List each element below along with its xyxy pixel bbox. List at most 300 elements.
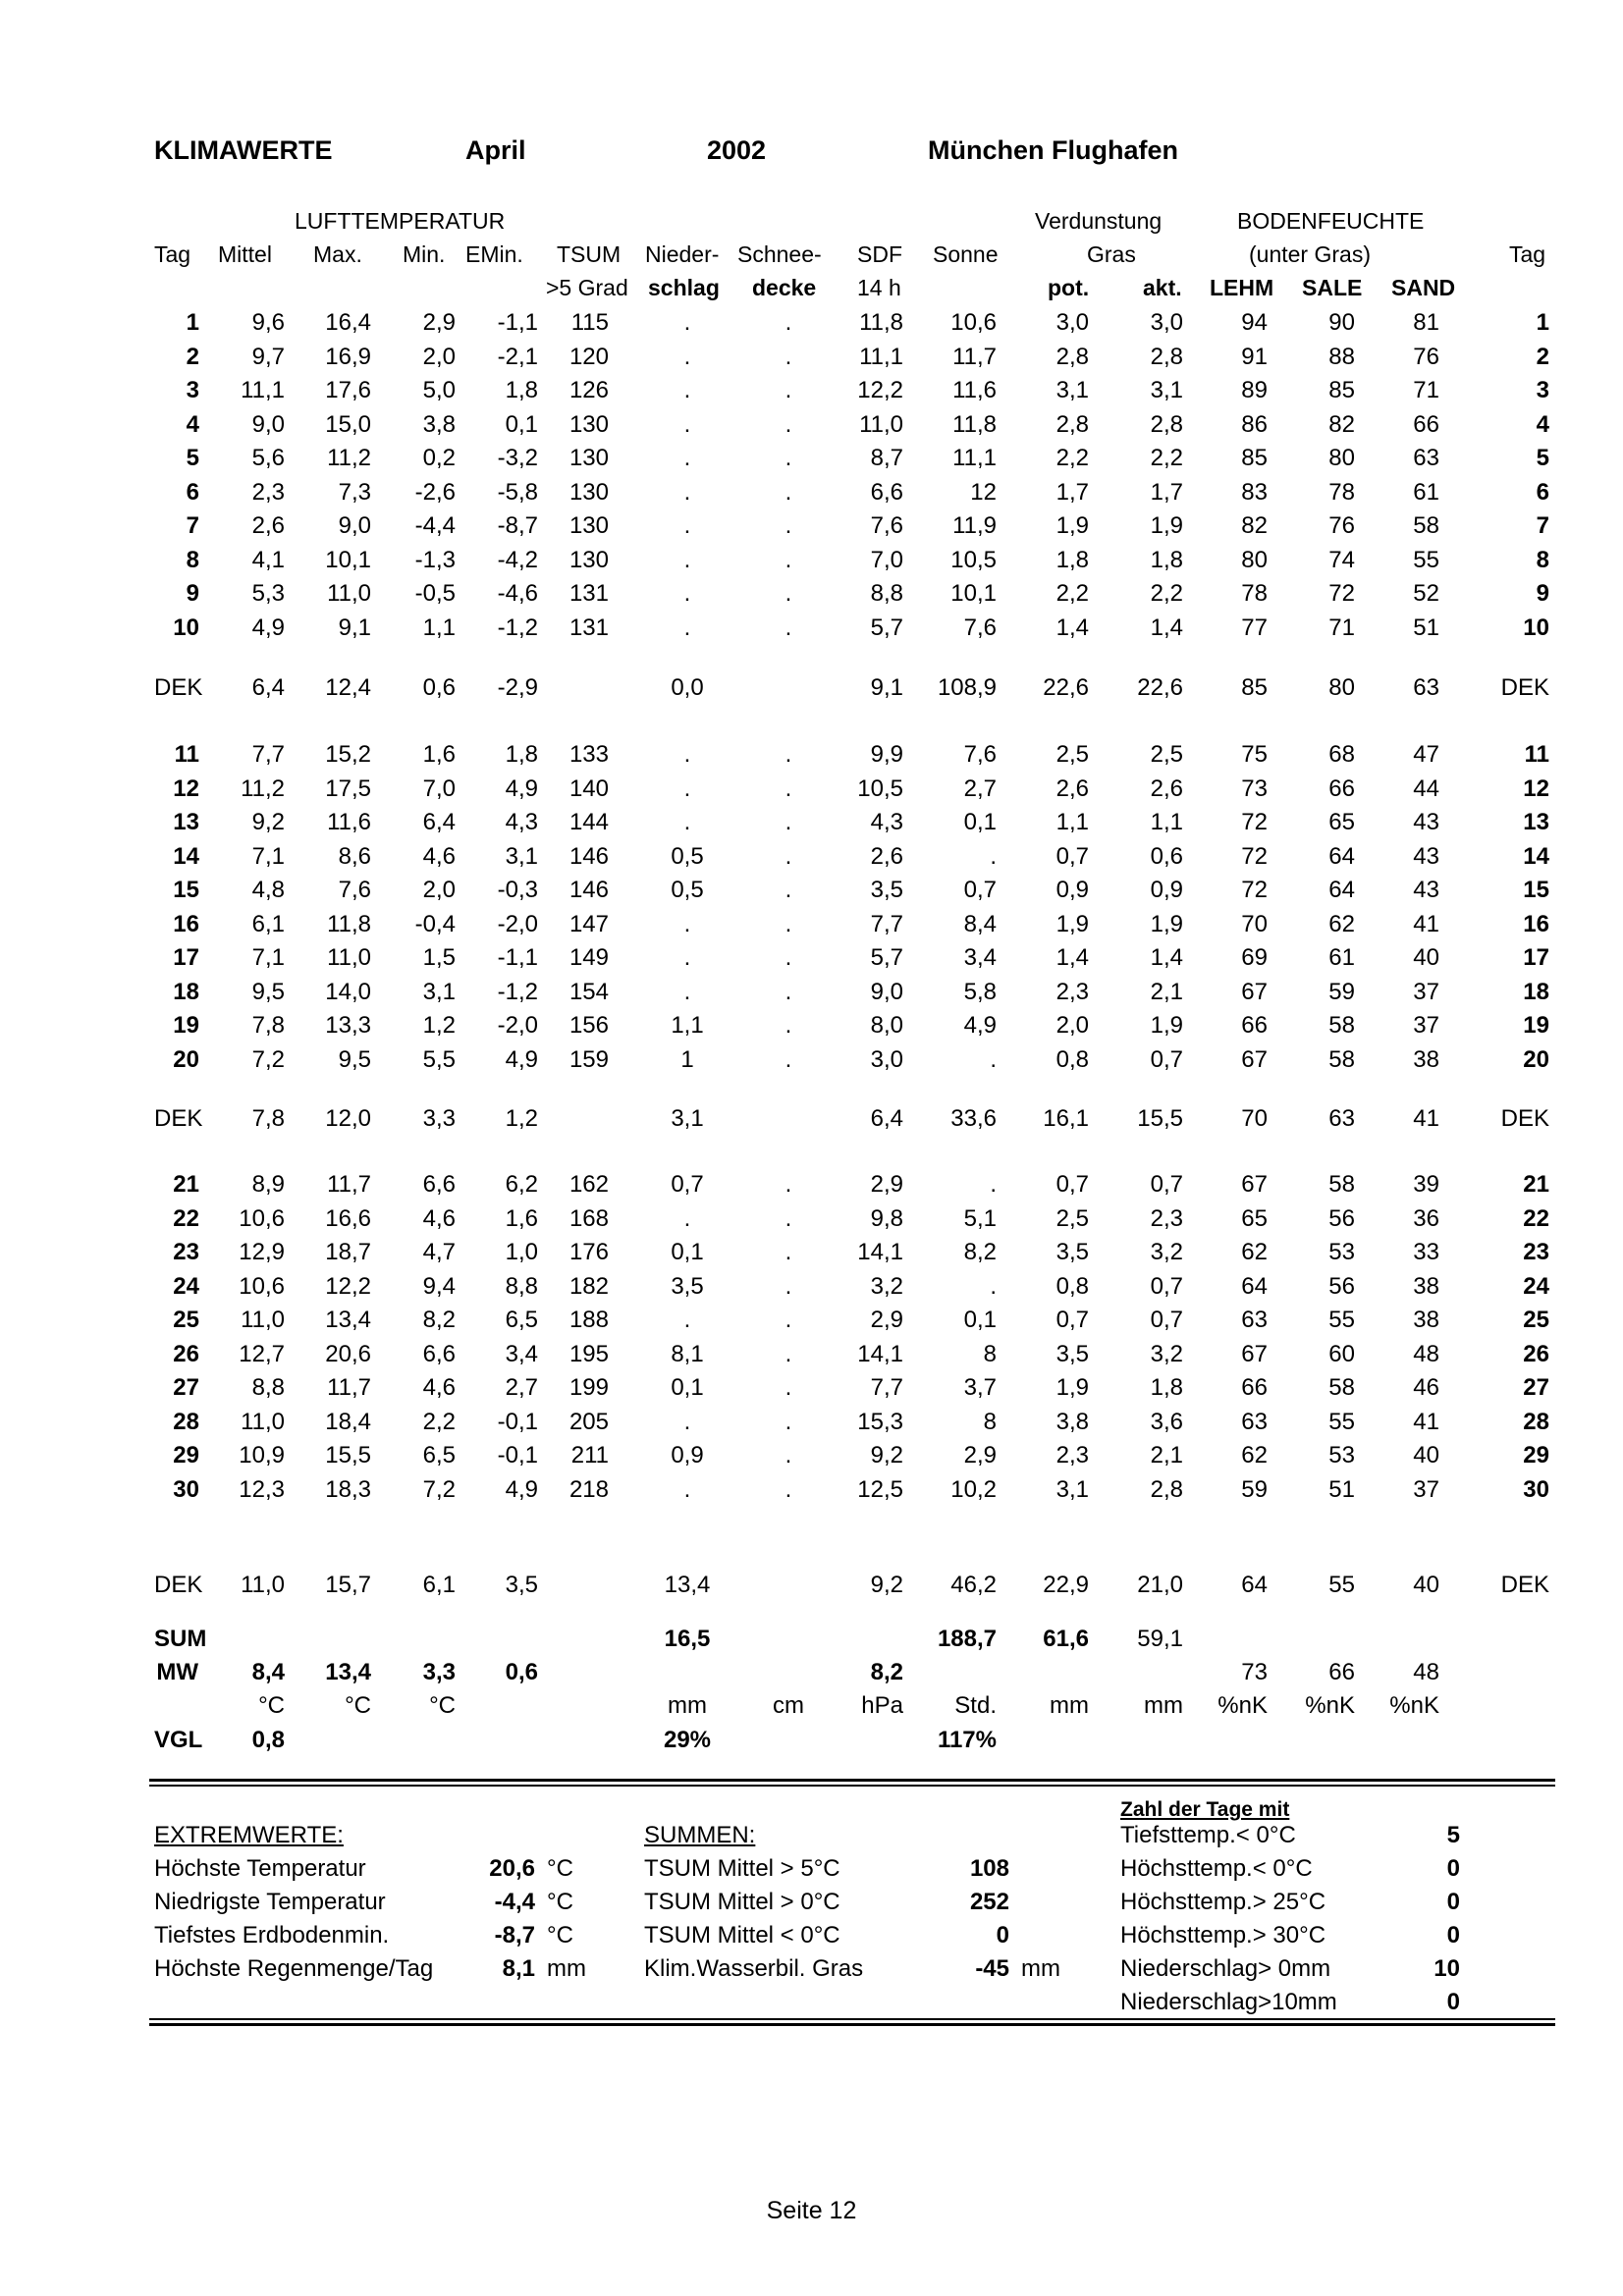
cell-col-6: 0,1	[671, 1374, 704, 1401]
cell-col-14: 33	[1413, 1239, 1439, 1265]
cell-col-12: 85	[1241, 445, 1268, 471]
cell-col-14: %nK	[1389, 1692, 1439, 1719]
table-row	[0, 773, 1623, 806]
cell-col-15: 11	[1524, 741, 1549, 768]
cell-col-9: 117%	[937, 1727, 997, 1753]
cell-col-15: 20	[1523, 1045, 1549, 1073]
cell-col-8: 2,9	[870, 1171, 903, 1198]
cell-col-11: 3,1	[1150, 377, 1183, 403]
cell-col-10: 2,3	[1055, 978, 1089, 1005]
cell-col-0: 24	[173, 1272, 199, 1300]
cell-col-5: 115	[570, 309, 609, 336]
cell-col-14: 71	[1413, 377, 1439, 403]
cell-col-11: 2,8	[1150, 410, 1183, 438]
cell-col-10: 0,8	[1055, 1045, 1089, 1073]
cell-col-13: 53	[1328, 1442, 1355, 1468]
cell-col-7: .	[784, 1442, 792, 1468]
cell-col-5: 211	[570, 1442, 609, 1468]
extreme-label: Niedrigste Temperatur	[154, 1889, 386, 1915]
header3-col-13: SALE	[1302, 275, 1363, 300]
cell-col-6: .	[683, 944, 691, 971]
cell-col-4: -2,0	[497, 910, 538, 937]
summen-label: TSUM Mittel < 0°C	[644, 1922, 840, 1949]
cell-col-14: 46	[1413, 1374, 1439, 1401]
cell-col-10: 0,7	[1055, 1171, 1089, 1198]
summen-label: TSUM Mittel > 0°C	[644, 1889, 840, 1915]
cell-col-6: .	[683, 512, 691, 539]
cell-col-3: 5,0	[422, 377, 456, 403]
cell-col-6: 0,9	[671, 1442, 704, 1468]
cell-col-3: 6,4	[422, 809, 456, 835]
summen-unit: mm	[1021, 1955, 1060, 1982]
cell-col-8: 9,9	[870, 741, 903, 768]
cell-col-10: 1,9	[1055, 1374, 1089, 1401]
cell-col-10: 16,1	[1043, 1105, 1089, 1132]
cell-col-5: 131	[568, 614, 609, 641]
cell-col-2: 9,1	[338, 614, 371, 641]
cell-col-11: 0,7	[1150, 1045, 1183, 1073]
cell-col-6: .	[683, 1307, 691, 1333]
cell-col-9: 12	[970, 478, 997, 506]
cell-col-10: 0,7	[1055, 842, 1089, 870]
cell-col-0: 9	[186, 580, 199, 607]
cell-col-4: -1,1	[497, 309, 538, 336]
cell-col-0: 28	[173, 1408, 199, 1435]
cell-col-3: 6,1	[422, 1572, 456, 1598]
table-row	[0, 442, 1623, 475]
cell-col-11: 1,8	[1150, 1374, 1183, 1401]
cell-col-0: 22	[173, 1204, 199, 1232]
cell-col-0: 8	[186, 546, 199, 573]
cell-col-13: 64	[1328, 842, 1355, 870]
cell-col-8: 9,2	[870, 1572, 903, 1598]
cell-col-12: %nK	[1217, 1692, 1268, 1719]
cell-col-8: 3,2	[870, 1272, 903, 1300]
cell-col-9: .	[990, 842, 997, 870]
cell-col-5: 146	[568, 842, 609, 870]
cell-col-11: 59,1	[1137, 1626, 1183, 1652]
cell-col-1: °C	[258, 1692, 285, 1719]
cell-col-4: 8,8	[505, 1272, 538, 1300]
header2-col-2: Max.	[313, 241, 362, 267]
cell-col-7: .	[784, 1045, 792, 1073]
cell-col-8: 7,0	[870, 546, 903, 573]
cell-col-4: -0,3	[497, 877, 538, 903]
cell-col-3: 7,2	[422, 1475, 456, 1503]
cell-col-1: 8,9	[251, 1171, 285, 1198]
cell-col-6: .	[683, 910, 691, 937]
cell-col-14: 58	[1413, 512, 1439, 539]
cell-col-14: 41	[1413, 1105, 1439, 1132]
cell-col-7: .	[784, 1272, 792, 1300]
divider-top	[149, 1779, 1555, 1782]
cell-col-2: 17,5	[325, 774, 371, 802]
cell-col-5: 144	[568, 809, 609, 835]
cell-col-11: 2,8	[1150, 343, 1183, 370]
cell-col-15: DEK	[1500, 1105, 1549, 1132]
cell-col-15: 1	[1536, 309, 1549, 336]
cell-col-8: 8,8	[870, 580, 903, 607]
cell-col-13: 72	[1328, 580, 1355, 607]
cell-col-13: 88	[1328, 343, 1355, 370]
cell-col-15: 21	[1523, 1171, 1549, 1198]
cell-col-10: 3,1	[1055, 377, 1089, 403]
cell-col-7: .	[784, 978, 792, 1005]
summen-label: TSUM Mittel > 5°C	[644, 1855, 840, 1882]
cell-col-7: .	[784, 1408, 792, 1435]
cell-col-10: 22,6	[1043, 674, 1089, 701]
cell-col-6: .	[683, 741, 691, 768]
tage-label: Tiefsttemp.< 0°C	[1120, 1822, 1296, 1848]
cell-col-3: 3,1	[422, 978, 456, 1005]
cell-col-2: 9,5	[338, 1045, 371, 1073]
extreme-unit: °C	[547, 1855, 573, 1882]
cell-col-4: -4,2	[497, 546, 538, 573]
cell-col-11: 2,2	[1150, 580, 1183, 607]
cell-col-10: 3,8	[1055, 1408, 1089, 1435]
cell-col-11: 0,6	[1150, 842, 1183, 870]
cell-col-9: .	[990, 1171, 997, 1198]
header3-col-10: pot.	[1048, 275, 1090, 300]
cell-col-6: 0,5	[671, 877, 704, 903]
cell-col-12: 67	[1241, 978, 1268, 1005]
cell-col-5: 120	[568, 343, 609, 370]
cell-col-2: 10,1	[325, 546, 371, 573]
cell-col-12: 85	[1241, 674, 1268, 701]
cell-col-3: °C	[429, 1692, 456, 1719]
table-row	[0, 738, 1623, 772]
cell-col-13: 80	[1328, 445, 1355, 471]
cell-col-12: 59	[1241, 1475, 1268, 1503]
cell-col-2: 13,4	[325, 1659, 371, 1685]
cell-col-1: 6,4	[251, 674, 285, 701]
cell-col-15: 10	[1523, 614, 1549, 641]
cell-col-14: 37	[1413, 1012, 1439, 1039]
tage-value: 0	[1446, 1989, 1460, 2015]
cell-col-5: 218	[568, 1475, 609, 1503]
cell-col-0: 10	[173, 614, 199, 641]
header2-col-5: TSUM	[557, 241, 622, 267]
cell-col-8: 11,8	[859, 309, 903, 336]
cell-col-8: 10,5	[857, 774, 903, 802]
cell-col-1: 7,7	[251, 741, 285, 768]
cell-col-5: 130	[568, 546, 609, 573]
cell-col-15: 25	[1523, 1307, 1549, 1333]
cell-col-14: 44	[1413, 774, 1439, 802]
cell-col-11: 0,9	[1150, 877, 1183, 903]
cell-col-10: 2,5	[1055, 741, 1089, 768]
cell-col-8: 9,8	[870, 1204, 903, 1232]
cell-col-5: 147	[568, 910, 609, 937]
units-row	[0, 1689, 1623, 1723]
cell-col-7: .	[784, 877, 792, 903]
cell-col-8: hPa	[861, 1692, 903, 1719]
tage-value: 0	[1446, 1855, 1460, 1882]
cell-col-0: 6	[186, 478, 199, 506]
dek-row	[0, 671, 1623, 705]
cell-col-2: 15,2	[325, 741, 371, 768]
cell-col-0: 21	[173, 1171, 199, 1198]
cell-col-2: 15,7	[325, 1572, 371, 1598]
cell-col-5: 133	[568, 741, 609, 768]
cell-col-14: 81	[1413, 309, 1439, 336]
cell-col-3: -4,4	[414, 512, 456, 539]
cell-col-7: .	[784, 377, 792, 403]
cell-col-15: 17	[1523, 944, 1549, 971]
cell-col-1: 4,9	[251, 614, 285, 641]
cell-col-7: .	[784, 1307, 792, 1333]
cell-col-4: -2,1	[497, 343, 538, 370]
cell-col-8: 3,0	[870, 1045, 903, 1073]
cell-col-7: .	[784, 445, 792, 471]
cell-col-1: 11,0	[241, 1408, 285, 1435]
cell-col-8: 2,9	[870, 1307, 903, 1333]
cell-col-9: 10,6	[950, 309, 997, 336]
cell-col-11: mm	[1144, 1692, 1183, 1719]
cell-col-10: 2,0	[1055, 1012, 1089, 1039]
cell-col-5: 131	[568, 580, 609, 607]
cell-col-12: 62	[1241, 1239, 1268, 1265]
cell-col-14: 43	[1413, 877, 1439, 903]
cell-col-2: 9,0	[338, 512, 371, 539]
cell-col-4: -1,2	[497, 978, 538, 1005]
cell-col-8: 5,7	[870, 944, 903, 971]
cell-col-7: .	[784, 842, 792, 870]
cell-col-13: 53	[1328, 1239, 1355, 1265]
cell-col-14: 37	[1413, 978, 1439, 1005]
cell-col-2: 7,3	[338, 478, 371, 506]
header-verdunstung: Verdunstung	[1035, 208, 1163, 234]
cell-col-2: 14,0	[325, 978, 371, 1005]
cell-col-4: -8,7	[497, 512, 538, 539]
cell-col-4: 1,8	[505, 741, 538, 768]
cell-col-8: 6,4	[870, 1105, 903, 1132]
cell-col-1: 10,6	[239, 1204, 285, 1232]
cell-col-8: 6,6	[870, 478, 903, 506]
table-row	[0, 1168, 1623, 1201]
cell-col-1: 7,1	[251, 944, 285, 971]
cell-col-14: 55	[1413, 546, 1439, 573]
cell-col-5: 182	[568, 1272, 609, 1300]
vgl-row	[0, 1724, 1623, 1757]
cell-col-12: 82	[1241, 512, 1268, 539]
cell-col-5: 188	[568, 1307, 609, 1333]
cell-col-2: 11,0	[327, 580, 371, 607]
table-row	[0, 341, 1623, 374]
cell-col-8: 5,7	[870, 614, 903, 641]
cell-col-2: 13,3	[325, 1012, 371, 1039]
cell-col-3: 6,6	[422, 1340, 456, 1367]
cell-col-9: 33,6	[950, 1105, 997, 1132]
cell-col-6: .	[683, 478, 691, 506]
cell-col-1: 0,8	[251, 1727, 285, 1753]
cell-col-10: 2,2	[1055, 580, 1089, 607]
cell-col-15: 12	[1523, 774, 1549, 802]
cell-col-15: 2	[1536, 343, 1549, 370]
cell-col-9: 11,7	[952, 343, 997, 370]
cell-col-13: 63	[1328, 1105, 1355, 1132]
cell-col-2: 7,6	[338, 877, 371, 903]
cell-col-1: 12,7	[239, 1340, 285, 1367]
table-row	[0, 1439, 1623, 1472]
cell-col-3: 3,3	[422, 1659, 456, 1685]
cell-col-15: 29	[1523, 1442, 1549, 1468]
cell-col-8: 14,1	[857, 1340, 903, 1367]
cell-col-9: .	[990, 1045, 997, 1073]
cell-col-15: 7	[1536, 512, 1549, 539]
header-bodenfeuchte: BODENFEUCHTE	[1237, 208, 1425, 234]
cell-col-4: -0,1	[497, 1442, 538, 1468]
cell-col-6: .	[683, 978, 691, 1005]
cell-col-6: 0,7	[671, 1171, 704, 1198]
cell-col-11: 1,1	[1150, 809, 1183, 835]
cell-col-10: 1,9	[1055, 512, 1089, 539]
cell-col-0: 25	[173, 1307, 199, 1333]
cell-col-4: -2,0	[497, 1012, 538, 1039]
cell-col-10: 2,8	[1055, 410, 1089, 438]
cell-col-13: 55	[1328, 1572, 1355, 1598]
cell-col-9: 5,8	[963, 978, 997, 1005]
cell-col-3: -2,6	[414, 478, 456, 506]
cell-col-0: 14	[173, 842, 199, 870]
cell-col-2: 16,6	[325, 1204, 371, 1232]
title-station: München Flughafen	[928, 135, 1178, 165]
header2-col-0: Tag	[154, 241, 191, 267]
cell-col-8: 8,7	[870, 445, 903, 471]
summen-heading: SUMMEN:	[644, 1822, 756, 1848]
dek-row	[0, 1102, 1623, 1136]
cell-col-14: 48	[1413, 1340, 1439, 1367]
cell-col-9: 3,4	[963, 944, 997, 971]
cell-col-11: 3,2	[1150, 1239, 1183, 1265]
tage-value: 5	[1446, 1822, 1460, 1848]
extreme-value: -8,7	[494, 1922, 535, 1949]
cell-col-15: 24	[1523, 1272, 1549, 1300]
cell-col-4: 0,6	[505, 1659, 538, 1685]
cell-col-7: .	[784, 1374, 792, 1401]
cell-col-6: 0,1	[671, 1239, 704, 1265]
cell-col-10: 2,3	[1055, 1442, 1089, 1468]
cell-col-7: .	[784, 809, 792, 835]
header2-col-6: Nieder-	[645, 241, 720, 267]
cell-col-15: 9	[1536, 580, 1549, 607]
cell-col-12: 62	[1241, 1442, 1268, 1468]
cell-col-15: 15	[1523, 877, 1549, 903]
cell-col-2: 11,6	[327, 809, 371, 835]
cell-col-13: 59	[1328, 978, 1355, 1005]
cell-col-2: 11,7	[327, 1374, 371, 1401]
tage-value: 10	[1434, 1955, 1460, 1982]
cell-col-8: 12,5	[857, 1475, 903, 1503]
cell-col-10: mm	[1050, 1692, 1089, 1719]
cell-col-9: .	[990, 1272, 997, 1300]
table-row	[0, 1473, 1623, 1507]
table-row	[0, 1338, 1623, 1371]
cell-col-4: 3,5	[505, 1572, 538, 1598]
cell-col-15: DEK	[1500, 1572, 1549, 1598]
header3-col-7: decke	[752, 275, 817, 300]
cell-col-12: 63	[1241, 1307, 1268, 1333]
cell-col-12: 67	[1241, 1340, 1268, 1367]
cell-col-3: 1,1	[422, 614, 456, 641]
extreme-label: Tiefstes Erdbodenmin.	[154, 1922, 390, 1949]
cell-col-4: 6,2	[505, 1171, 538, 1198]
cell-col-5: 195	[568, 1340, 609, 1367]
cell-col-3: 4,6	[422, 1204, 456, 1232]
tage-label: Höchsttemp.> 30°C	[1120, 1922, 1326, 1949]
cell-col-8: 15,3	[857, 1408, 903, 1435]
cell-col-0: 19	[173, 1012, 199, 1039]
cell-col-6: .	[683, 309, 691, 336]
cell-col-11: 1,8	[1150, 546, 1183, 573]
header2-col-10: Gras	[1087, 241, 1136, 267]
extreme-value: 8,1	[502, 1955, 535, 1982]
cell-col-7: .	[784, 512, 792, 539]
cell-col-7: .	[784, 410, 792, 438]
cell-col-9: 5,1	[963, 1204, 997, 1232]
cell-col-9: 11,9	[952, 512, 997, 539]
cell-col-2: 16,9	[325, 343, 371, 370]
cell-col-11: 2,1	[1150, 1442, 1183, 1468]
cell-col-0: 7	[186, 512, 199, 539]
table-row	[0, 544, 1623, 577]
cell-col-3: 1,6	[422, 741, 456, 768]
extreme-value: -4,4	[494, 1889, 535, 1915]
cell-col-8: 12,2	[857, 377, 903, 403]
cell-col-14: 47	[1413, 741, 1439, 768]
cell-col-6: 13,4	[664, 1572, 711, 1598]
cell-col-6: 0,5	[671, 842, 704, 870]
cell-col-10: 3,1	[1055, 1475, 1089, 1503]
cell-col-5: 154	[568, 978, 609, 1005]
cell-col-1: 8,8	[251, 1374, 285, 1401]
cell-col-7: cm	[773, 1692, 804, 1719]
cell-col-11: 1,9	[1150, 1012, 1183, 1039]
cell-col-15: 13	[1523, 809, 1549, 835]
cell-col-13: 58	[1328, 1171, 1355, 1198]
cell-col-6: mm	[668, 1692, 707, 1719]
cell-col-13: 58	[1328, 1374, 1355, 1401]
cell-col-2: 18,7	[325, 1239, 371, 1265]
cell-col-8: 9,2	[870, 1442, 903, 1468]
cell-col-3: 4,6	[422, 842, 456, 870]
cell-col-13: 51	[1328, 1475, 1355, 1503]
cell-col-15: 5	[1536, 445, 1549, 471]
cell-col-2: 17,6	[325, 377, 371, 403]
cell-col-4: 4,3	[505, 809, 538, 835]
cell-col-0: 5	[186, 445, 199, 471]
cell-col-12: 80	[1241, 546, 1268, 573]
cell-col-6: 3,1	[671, 1105, 704, 1132]
cell-col-7: .	[784, 309, 792, 336]
title-label: KLIMAWERTE	[154, 135, 333, 165]
cell-col-2: 11,7	[327, 1171, 371, 1198]
header3-col-11: akt.	[1143, 275, 1182, 300]
cell-col-9: 3,7	[963, 1374, 997, 1401]
extreme-unit: °C	[547, 1889, 573, 1915]
cell-col-1: 7,2	[251, 1045, 285, 1073]
cell-col-12: 70	[1241, 910, 1268, 937]
cell-col-6: .	[683, 343, 691, 370]
cell-col-0: 15	[173, 877, 199, 903]
cell-col-0: 30	[173, 1475, 199, 1503]
cell-col-14: 63	[1413, 445, 1439, 471]
cell-col-7: .	[784, 614, 792, 641]
cell-col-14: 38	[1413, 1045, 1439, 1073]
cell-col-14: 38	[1413, 1272, 1439, 1300]
cell-col-6: 1	[680, 1045, 694, 1073]
cell-col-9: 0,7	[963, 877, 997, 903]
